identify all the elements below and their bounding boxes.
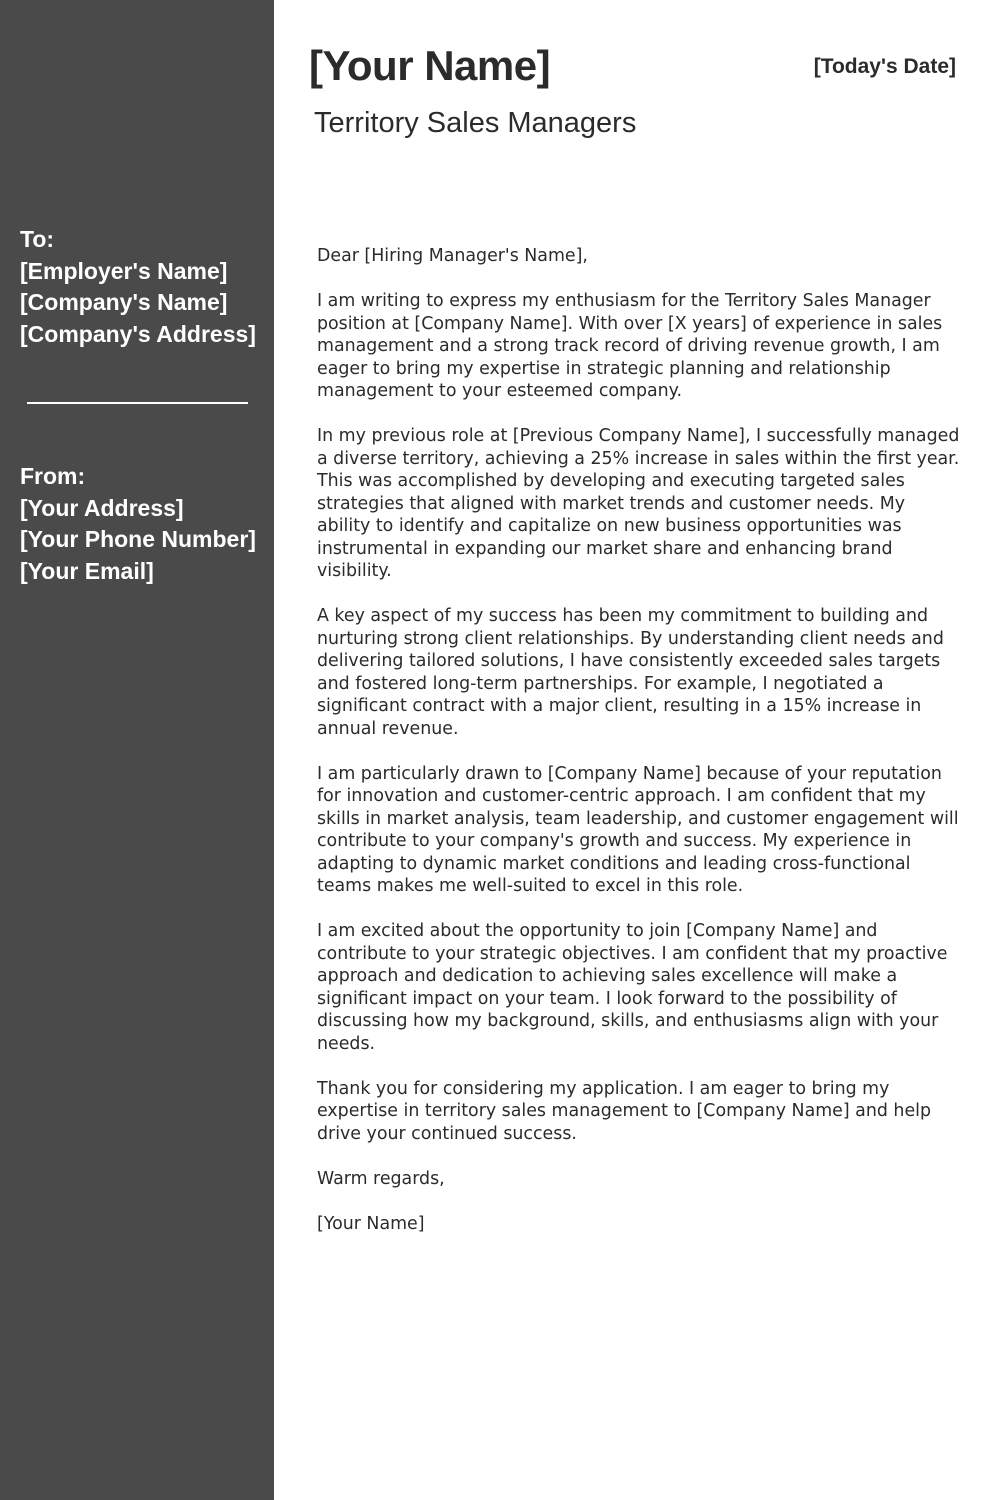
paragraph: A key aspect of my success has been my commitment to building and nurturing strong client relationships. By understanding client needs and delivering tailored solutions, I have consistently exceeded sales targets and fostered long-term partnerships. For example, I negotiated a significant contract with a major client, resulting in a 15% increase in annual revenue. — [317, 606, 944, 739]
company-name: [Company's Name] — [20, 289, 228, 315]
greeting: Dear [Hiring Manager's Name], — [317, 246, 588, 266]
signature: [Your Name] — [317, 1213, 425, 1234]
letter-body — [317, 245, 962, 1258]
from-label: From: — [20, 463, 86, 489]
paragraph: I am excited about the opportunity to join [Company Name] and contribute to your strategic objectives. I am confident that my proactive approach and dedication to achieving sales excellence will make a significant impact on your team. I look forward to the possibility of discussing how my background, skills, and enthusiasms align with your needs. — [317, 921, 948, 1054]
sender-block — [20, 461, 256, 587]
sidebar-divider — [27, 402, 248, 404]
paragraph: I am particularly drawn to [Company Name] because of your reputation for innovation and customer-centric approach. I am confident that my skills in market analysis, team leadership, and customer engagement will contribute to your company's growth and success. My experience in adapting to dynamic market conditions and leading cross-functional teams makes me well-suited to excel in this role. — [317, 763, 959, 896]
your-address: [Your Address] — [20, 494, 184, 521]
your-phone: [Your Phone Number] — [20, 526, 256, 552]
letter-date: [Today's Date] — [813, 55, 956, 78]
recipient-block — [20, 224, 256, 350]
company-address: [Company's Address] — [20, 320, 256, 347]
applicant-name: [Your Name] — [309, 42, 551, 89]
job-title: Territory Sales Managers — [314, 107, 637, 139]
closing: Warm regards, — [317, 1168, 445, 1189]
paragraph: In my previous role at [Previous Company Name], I successfully managed a diverse territory, achieving a 25% increase in sales within the first year. This was accomplished by developing and executing targeted sales strategies that aligned with market trends and customer needs. My ability to identify and capitalize on new business opportunities was instrumental in expanding our market share and enhancing brand visibility. — [317, 426, 960, 581]
paragraph: I am writing to express my enthusiasm for the Territory Sales Manager position at [Company Name]. With over [X years] of experience in sales management and a strong track record of driving revenue growth, I am eager to bring my expertise in strategic planning and relationship management to your esteemed company. — [317, 291, 943, 401]
paragraph: Thank you for considering my application. I am eager to bring my expertise in territory sales management to [Company Name] and help drive your continued success. — [317, 1078, 932, 1144]
sidebar — [0, 0, 274, 1500]
employer-name: [Employer's Name] — [20, 257, 228, 284]
to-label: To: — [20, 226, 55, 252]
your-email: [Your Email] — [20, 557, 154, 584]
